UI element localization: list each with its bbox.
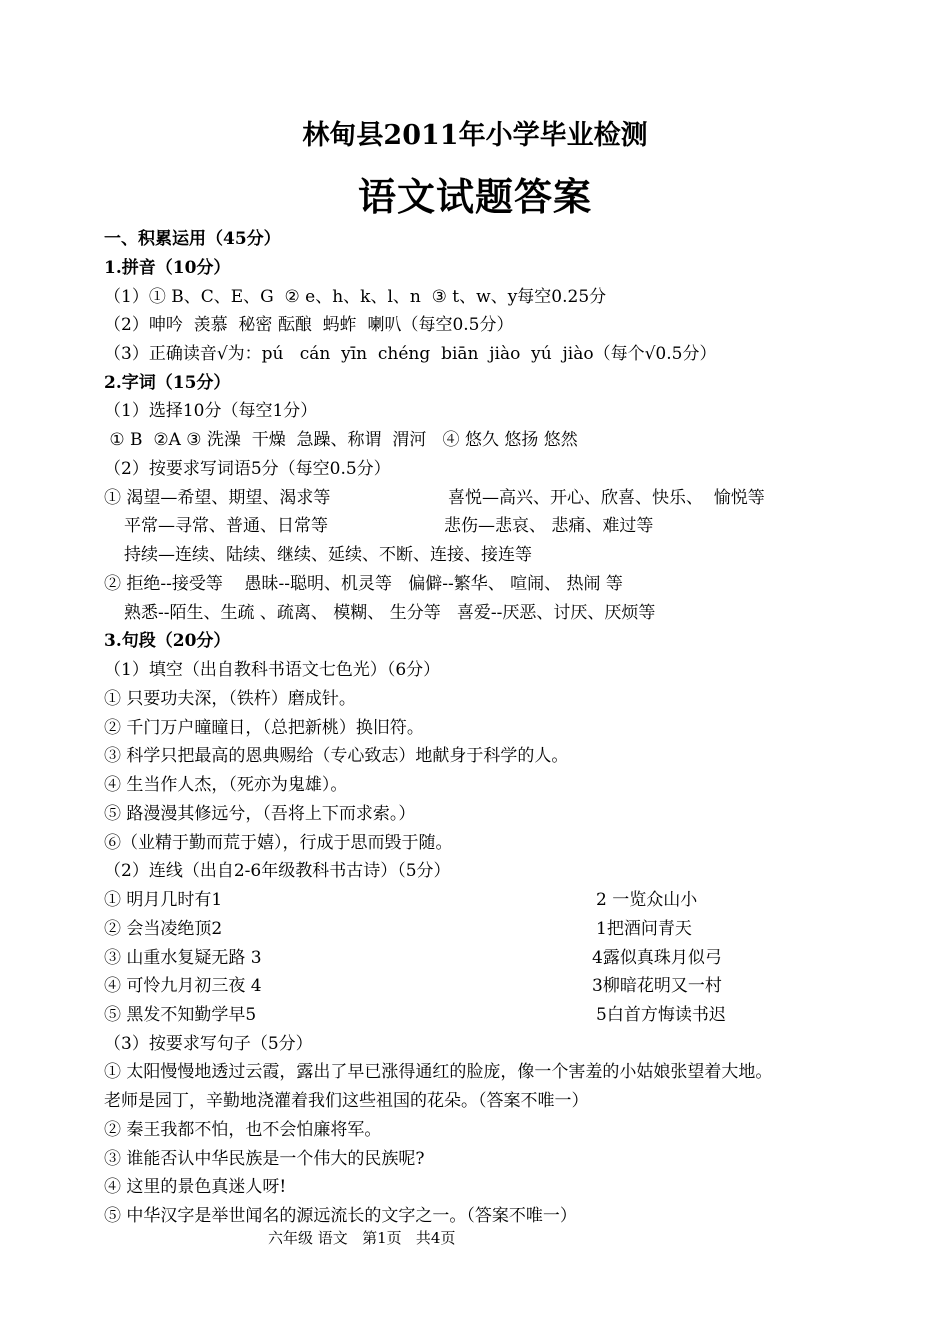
page-title: 林甸县2011年小学毕业检测 — [302, 120, 648, 151]
answer-line: 持续—连续、陆续、继续、延续、不断、连接、接连等 — [124, 545, 532, 565]
answer-line: 4露似真珠月似弓 — [592, 948, 722, 968]
answer-line: ③ 科学只把最高的恩典赐给（专心致志）地献身于科学的人。 — [104, 746, 569, 766]
answer-line: ① 太阳慢慢地透过云霞，露出了早已涨得通红的脸庞，像一个害羞的小姑娘张望着大地。 — [104, 1062, 773, 1082]
answer-line: （3）按要求写句子（5分） — [104, 1034, 313, 1054]
answer-line: ① 明月几时有1 — [104, 890, 223, 910]
answer-line: 2 一览众山小 — [596, 890, 698, 910]
answer-line: ④ 可怜九月初三夜 4 — [104, 976, 262, 996]
answer-line: 3.句段（20分） — [104, 631, 231, 651]
answer-line: （2）按要求写词语5分（每空0.5分） — [104, 459, 391, 479]
answer-line: 一、积累运用（45分） — [104, 229, 281, 249]
answer-line: （1）① B、C、E、G ② e、h、k、l、n ③ t、w、y每空0.25分 — [104, 287, 607, 307]
answer-line: （2）连线（出自2-6年级教科书古诗）（5分） — [104, 861, 451, 881]
answer-line: 2.字词（15分） — [104, 373, 231, 393]
answer-line: 3柳暗花明又一村 — [592, 976, 722, 996]
page-footer: 六年级 语文 第1页 共4页 — [268, 1229, 456, 1247]
answer-line: ② 拒绝--接受等 愚昧--聪明、机灵等 偏僻--繁华、 喧闹、 热闹 等 — [104, 574, 623, 594]
answer-line: ③ 谁能否认中华民族是一个伟大的民族呢? — [104, 1149, 425, 1169]
answer-line: ④ 这里的景色真迷人呀! — [104, 1177, 287, 1197]
answer-line: ② 会当凌绝顶2 — [104, 919, 223, 939]
answer-line: （1）填空（出自教科书语文七色光）（6分） — [104, 660, 441, 680]
answer-line: ① 渴望—希望、期望、渴求等 — [104, 488, 331, 508]
answer-line: ⑤ 黑发不知勤学早5 — [104, 1005, 257, 1025]
page-subtitle: 语文试题答案 — [357, 174, 592, 219]
answer-line: ① B ②A ③ 洗澡 干燥 急躁、称谓 渭河 ④ 悠久 悠扬 悠然 — [104, 430, 578, 450]
answer-line: ② 秦王我都不怕，也不会怕廉将军。 — [104, 1120, 382, 1140]
answer-line: ⑤ 路漫漫其修远兮，（吾将上下而求索。） — [104, 804, 416, 824]
answer-line: ⑤ 中华汉字是举世闻名的源远流长的文字之一。（答案不唯一） — [104, 1206, 577, 1226]
answer-line: 悲伤—悲哀、 悲痛、难过等 — [444, 516, 654, 536]
answer-line: ④ 生当作人杰，（死亦为鬼雄）。 — [104, 775, 348, 795]
answer-line: 5白首方悔读书迟 — [596, 1005, 726, 1025]
answer-line: （3）正确读音√为：pú cán yīn chéng biān jiào yú jiào（每个√0.5分） — [104, 344, 717, 364]
answer-line: ① 只要功夫深，（铁杵）磨成针。 — [104, 689, 356, 709]
answer-line: ⑥（业精于勤而荒于嬉），行成于思而毁于随。 — [104, 833, 453, 853]
answer-line: ③ 山重水复疑无路 3 — [104, 948, 262, 968]
answer-line: 1.拼音（10分） — [104, 258, 231, 278]
answer-line: 平常—寻常、普通、日常等 — [124, 516, 328, 536]
answer-line: 熟悉--陌生、生疏 、疏离、 模糊、 生分等 喜爱--厌恶、讨厌、厌烦等 — [124, 603, 656, 623]
answer-line: 喜悦—高兴、开心、欣喜、快乐、 愉悦等 — [448, 488, 765, 508]
answer-line: ② 千门万户曈曈日，（总把新桃）换旧符。 — [104, 718, 424, 738]
answer-line: 1把酒问青天 — [596, 919, 692, 939]
answer-line: 老师是园丁，辛勤地浇灌着我们这些祖国的花朵。（答案不唯一） — [104, 1091, 589, 1111]
answer-line: （2）呻吟 羡慕 秘密 酝酿 蚂蚱 喇叭（每空0.5分） — [104, 315, 514, 335]
answer-line: （1）选择10分（每空1分） — [104, 401, 318, 421]
